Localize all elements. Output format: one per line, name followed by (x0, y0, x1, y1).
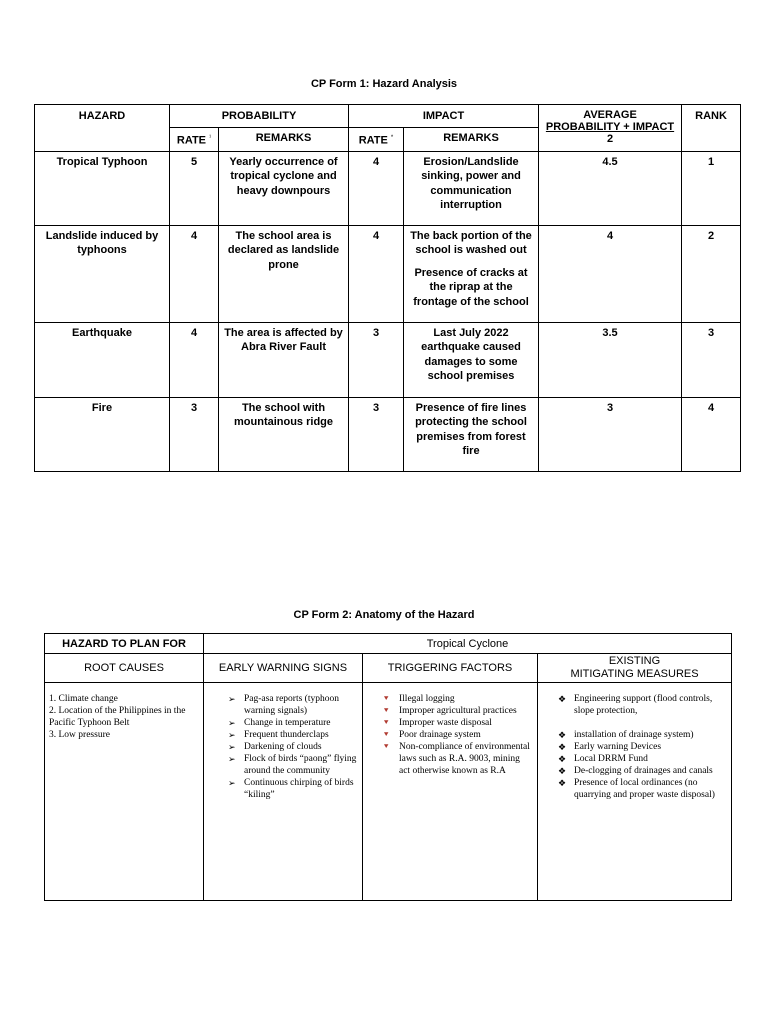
list-item: ➢ Pag-asa reports (typhoon warning signals) (228, 694, 339, 716)
list-item: ➢ Flock of birds “paong” flying around the community (228, 754, 357, 776)
impact-rate: 3 (349, 397, 404, 471)
rank-value: 4 (682, 397, 741, 471)
probability-remarks: The school area is declared as landslide prone (219, 225, 349, 322)
diamond-bullet-icon: ❖ (558, 730, 567, 740)
column-mitigating (538, 654, 732, 683)
impact-remarks-text: Last July 2022 earthquake caused damages to some school premises (421, 326, 521, 383)
hazard-name: Landslide induced by typhoons (35, 225, 170, 322)
hazard-to-plan-label: HAZARD TO PLAN FOR (45, 634, 204, 654)
impact-remarks (404, 151, 539, 225)
list-item: ➢ Change in temperature (228, 718, 331, 728)
arrow-bullet-icon: ➢ (228, 742, 236, 752)
impact-rate: 3 (349, 322, 404, 397)
list-item: ⯆ Improper agricultural practices (383, 706, 517, 716)
arrow-bullet-icon: ➢ (228, 730, 236, 740)
rate-label: RATE (358, 134, 388, 147)
arrow-bullet-icon: ➢ (228, 718, 236, 728)
column-root-causes: ROOT CAUSES (45, 654, 204, 683)
column-triggering: TRIGGERING FACTORS (363, 654, 538, 683)
arrow-bullet-icon: ➢ (228, 754, 236, 764)
hazard-analysis-table (34, 104, 741, 472)
early-warning-cell (204, 683, 363, 901)
diamond-bullet-icon: ❖ (558, 778, 567, 788)
diamond-bullet-icon: ❖ (558, 742, 567, 752)
header-average-line1: AVERAGE (583, 109, 637, 121)
impact-remarks-text: Presence of fire lines protecting the school premises from forest fire (415, 401, 527, 458)
impact-rate: 4 (349, 151, 404, 225)
header-average-line3: 2 (606, 133, 614, 145)
diamond-bullet-icon: ❖ (558, 754, 567, 764)
table-row (35, 397, 741, 471)
probability-remarks: The area is affected by Abra River Fault (219, 322, 349, 397)
header-average (539, 105, 682, 152)
impact-rate: 4 (349, 225, 404, 322)
rank-value: 2 (682, 225, 741, 322)
list-item: ⯆ Illegal logging (383, 694, 455, 704)
rank-value: 1 (682, 151, 741, 225)
list-item: ❖ Local DRRM Fund (558, 754, 648, 764)
header-hazard: HAZARD (35, 105, 170, 152)
root-causes-cell (45, 683, 204, 901)
diamond-bullet-icon: ❖ (558, 694, 567, 704)
header-average-line2: PROBABILITY + IMPACT (545, 121, 675, 133)
probability-rate: 4 (170, 225, 219, 322)
hazard-anatomy-table (44, 633, 732, 901)
table-row (35, 151, 741, 225)
hazard-to-plan-value: Tropical Cyclone (204, 634, 732, 654)
average-value: 3.5 (539, 322, 682, 397)
list-item: 1. Climate change (49, 694, 118, 704)
header-remarks-impact: REMARKS (404, 127, 539, 151)
table-row (35, 322, 741, 397)
tri-bullet-icon: ⯆ (383, 742, 390, 751)
list-item: ❖ De-clogging of drainages and canals (558, 766, 713, 776)
probability-rate: 5 (170, 151, 219, 225)
list-item: ❖ installation of drainage system) (558, 730, 694, 740)
rate-footnote-mark: ¹ (209, 134, 212, 141)
hazard-name: Earthquake (35, 322, 170, 397)
list-item: ⯆ Improper waste disposal (383, 718, 492, 728)
column-mitigating-line2: MITIGATING MEASURES (570, 668, 699, 680)
hazard-name: Tropical Typhoon (35, 151, 170, 225)
list-item: ➢ Darkening of clouds (228, 742, 322, 752)
mitigating-cell (538, 683, 732, 901)
list-item: ❖ Presence of local ordinances (no quarrying and proper waste disposal) (558, 778, 715, 800)
impact-remarks (404, 322, 539, 397)
average-value: 4 (539, 225, 682, 322)
list-item: ➢ Frequent thunderclaps (228, 730, 329, 740)
tri-bullet-icon: ⯆ (383, 730, 390, 739)
rate-footnote-mark: * (390, 134, 394, 141)
probability-rate: 4 (170, 322, 219, 397)
arrow-bullet-icon: ➢ (228, 694, 236, 704)
impact-remarks (404, 397, 539, 471)
form1-title: CP Form 1: Hazard Analysis (310, 78, 458, 90)
impact-remarks-text-2: Presence of cracks at the riprap at the frontage of the school (413, 266, 529, 308)
impact-remarks-text: Erosion/Landslide sinking, power and communication interruption (421, 155, 521, 212)
probability-remarks: The school with mountainous ridge (219, 397, 349, 471)
rank-value: 3 (682, 322, 741, 397)
list-item: 2. Location of the Philippines in the Pacific Typhoon Belt (49, 706, 186, 728)
diamond-bullet-icon: ❖ (558, 766, 567, 776)
header-rate-impact (349, 127, 404, 151)
header-remarks-probability: REMARKS (219, 127, 349, 151)
list-item: ❖ Engineering support (flood controls, slope protection, (558, 694, 713, 716)
form2-title: CP Form 2: Anatomy of the Hazard (293, 609, 475, 621)
average-value: 3 (539, 397, 682, 471)
rate-label: RATE (176, 134, 207, 147)
arrow-bullet-icon: ➢ (228, 778, 236, 788)
list-item: ⯆ Poor drainage system (383, 730, 481, 740)
header-probability: PROBABILITY (170, 105, 349, 128)
triggering-cell (363, 683, 538, 901)
probability-rate: 3 (170, 397, 219, 471)
list-item: ❖ Early warning Devices (558, 742, 662, 752)
average-value: 4.5 (539, 151, 682, 225)
table-row (35, 225, 741, 322)
probability-remarks: Yearly occurrence of tropical cyclone and heavy downpours (219, 151, 349, 225)
list-item: ➢ Continuous chirping of birds “kiling” (228, 778, 354, 800)
header-rank: RANK (682, 105, 741, 152)
tri-bullet-icon: ⯆ (383, 718, 390, 727)
hazard-name: Fire (35, 397, 170, 471)
impact-remarks-text: The back portion of the school is washed out (410, 229, 532, 257)
header-impact: IMPACT (349, 105, 539, 128)
column-early-warning: EARLY WARNING SIGNS (204, 654, 363, 683)
column-mitigating-line1: EXISTING (608, 655, 661, 667)
impact-remarks (404, 225, 539, 322)
list-item: 3. Low pressure (49, 730, 110, 740)
header-rate-probability (170, 127, 219, 151)
tri-bullet-icon: ⯆ (383, 706, 390, 715)
list-item: ⯆ Non-compliance of environmental laws such as R.A. 9003, mining act otherwise known as R.A (383, 742, 530, 776)
tri-bullet-icon: ⯆ (383, 694, 390, 703)
